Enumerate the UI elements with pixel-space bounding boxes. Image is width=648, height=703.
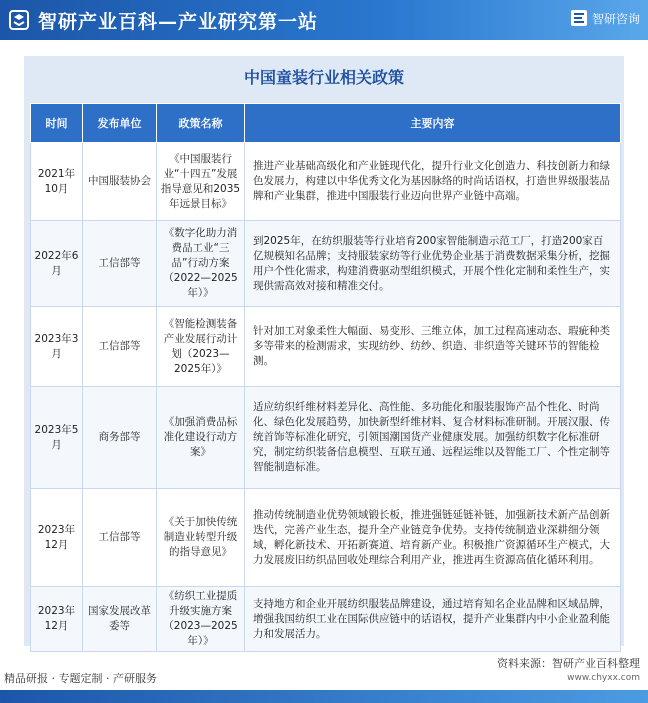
brand-logo-icon — [570, 9, 588, 27]
cell-time: 2023年5月 — [31, 387, 83, 489]
bottom-strip — [0, 690, 648, 703]
cell-publisher: 商务部等 — [83, 387, 157, 489]
top-banner — [0, 0, 648, 40]
cell-time: 2022年6月 — [31, 221, 83, 307]
cell-content: 针对加工对象柔性大幅面、易变形、三维立体，加工过程高速动态、瑕疵种类多等带来的检测需求，实现纺纱、纺纱、织造、非织造等关键环节的智能检测。 — [245, 307, 621, 387]
services-tagline: 精品研报 · 专题定制 · 产研服务 — [4, 672, 157, 685]
cell-time: 2023年12月 — [31, 489, 83, 587]
site-title: 智研产业百科—产业研究第一站 — [38, 10, 319, 33]
brand[interactable] — [570, 9, 640, 27]
column-header-time: 时间 — [31, 104, 83, 143]
source-note: 资料来源：智研产业百科整理 — [497, 657, 640, 670]
cell-policy: 《关于加快传统制造业转型升级的指导意见》 — [157, 489, 245, 587]
policy-table — [30, 103, 621, 652]
table-row — [31, 587, 621, 652]
cell-time: 2023年12月 — [31, 587, 83, 652]
cell-content: 到2025年，在纺织服装等行业培育200家智能制造示范工厂，打造200家百亿规模知名品牌；支持服装家纺等行业优势企业基于消费数据采集分析，挖掘用户个性化需求，构建消费驱动型组织模式，开展个性化定制和柔性生产，实现供需高效对接和精准交付。 — [245, 221, 621, 307]
cell-content: 支持地方和企业开展纺织服装品牌建设，通过培育知名企业品牌和区域品牌，增强我国纺织工业在国际供应链中的话语权，提升产业集群内中小企业盈利能力和发展活力。 — [245, 587, 621, 652]
cell-policy: 《纺织工业提质升级实施方案（2023—2025年）》 — [157, 587, 245, 652]
cell-publisher: 工信部等 — [83, 307, 157, 387]
table-row — [31, 489, 621, 587]
cell-publisher: 工信部等 — [83, 221, 157, 307]
cell-content: 推进产业基础高级化和产业链现代化，提升行业文化创造力、科技创新力和绿色发展力，构建以中华优秀文化为基因脉络的时尚话语权，打造世界级服装品牌和产业集群，推进中国服装行业迈向世界产业链中高端。 — [245, 143, 621, 221]
cell-policy: 《数字化助力消费品工业“三品”行动方案（2022—2025年）》 — [157, 221, 245, 307]
cell-content: 适应纺织纤维材料差异化、高性能、多功能化和服装服饰产品个性化、时尚化、绿色化发展趋势，加快新型纤维材料、复合材料标准研制。开展汉服、传统首饰等标准化研究，引领国潮国货产业健康发展。加强纺织数字化标准研究，制定纺织装备信息模型、互联互通、远程运维以及智能工厂、个性定制等智能制造标准。 — [245, 387, 621, 489]
table-row — [31, 387, 621, 489]
cell-content: 推动传统制造业优势领域锻长板，推进强链延链补链，加强新技术新产品创新迭代，完善产业生态，提升全产业链竞争优势。支持传统制造业深耕细分领域，孵化新技术、开拓新赛道、培育新产业。积极推广资源循环生产模式，大力发展废旧纺织品回收处理综合利用产业，推进再生资源高值化循环利用。 — [245, 489, 621, 587]
website-link[interactable]: www.chyxx.com — [567, 673, 640, 683]
table-row — [31, 221, 621, 307]
table-row — [31, 307, 621, 387]
cell-policy: 《中国服装行业“十四五”发展指导意见和2035年远景目标》 — [157, 143, 245, 221]
cell-time: 2023年3月 — [31, 307, 83, 387]
table-title: 中国童装行业相关政策 — [243, 68, 404, 87]
logo-mark-icon — [8, 9, 30, 31]
column-header-content: 主要内容 — [245, 104, 621, 143]
brand-name: 智研咨询 — [591, 11, 640, 26]
cell-policy: 《加强消费品标准化建设行动方案》 — [157, 387, 245, 489]
cell-publisher: 工信部等 — [83, 489, 157, 587]
cell-policy: 《智能检测装备产业发展行动计划（2023—2025年）》 — [157, 307, 245, 387]
cell-time: 2021年10月 — [31, 143, 83, 221]
cell-publisher: 国家发展改革委等 — [83, 587, 157, 652]
cell-publisher: 中国服装协会 — [83, 143, 157, 221]
table-row — [31, 143, 621, 221]
column-header-publisher: 发布单位 — [83, 104, 157, 143]
column-header-policy: 政策名称 — [157, 104, 245, 143]
table-header-row — [31, 104, 621, 143]
